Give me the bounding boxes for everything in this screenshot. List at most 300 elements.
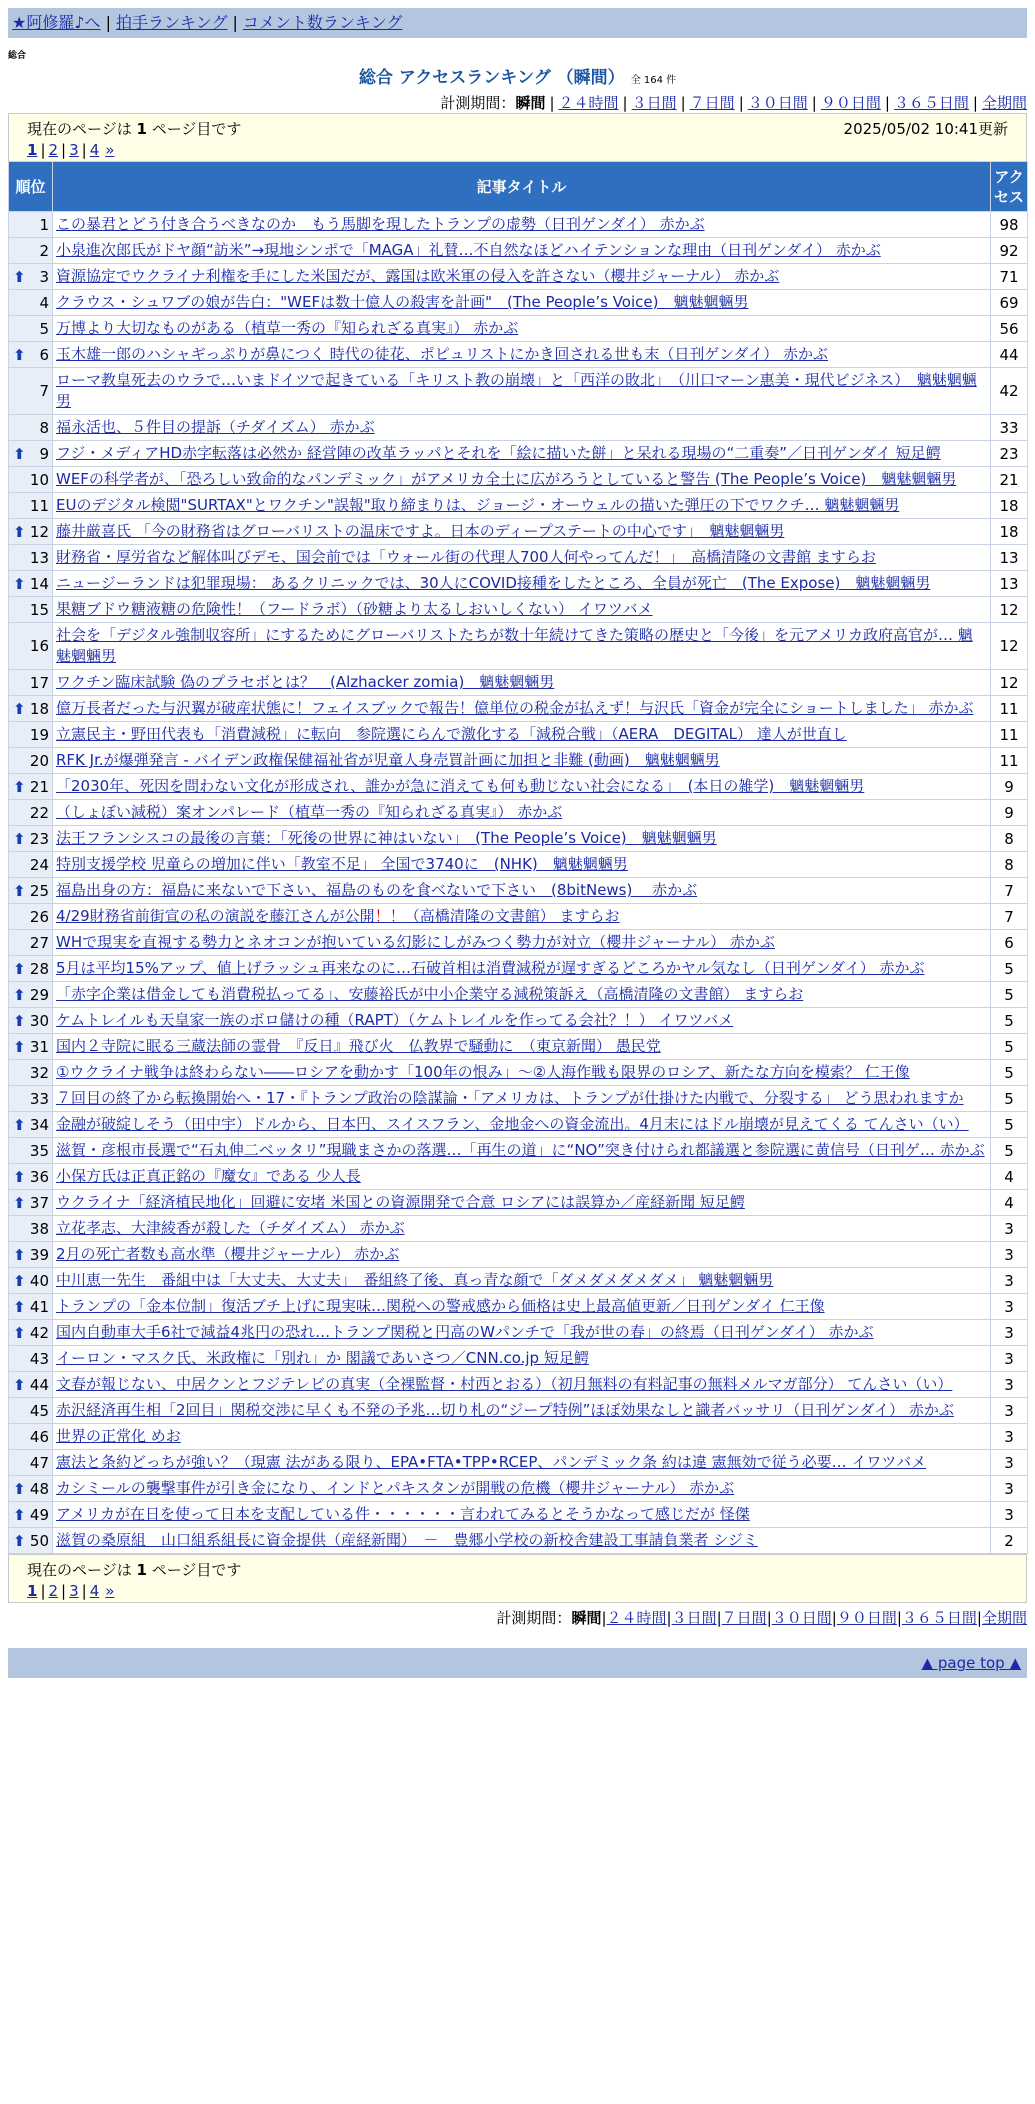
rank-number: 9 [39,444,49,463]
rank-number: 36 [29,1167,49,1186]
page-link[interactable]: 4 [89,141,100,159]
period-link[interactable]: ９０日間 [820,94,881,112]
rank-up-arrow-icon: ⬆ [13,881,26,900]
rank-number: 26 [29,907,49,926]
separator: | [976,1609,982,1627]
article-link[interactable]: 赤沢経済再生相「2回目」関税交渉に早くも不発の予兆…切り札の“ジープ特例”ほぼ効果なしと識者バッサリ（日刊ゲンダイ） 赤かぶ [56,1401,954,1419]
rank-up-arrow-icon: ⬆ [13,1271,26,1290]
table-row [9,1216,1028,1242]
table-row [9,571,1028,597]
article-link[interactable]: 福島出身の方：福島に来ないで下さい、福島のものを食べないで下さい (8bitNews) 赤かぶ [56,881,698,899]
article-link[interactable]: 国内２寺院に眠る三蔵法師の霊骨 『反日』飛び火 仏教界で騒動に （東京新聞） 愚民党 [56,1037,661,1055]
rank-cell [9,1086,53,1112]
rank-cell [9,1164,53,1190]
rank-cell [9,1268,53,1294]
separator: | [972,94,978,112]
rank-number: 10 [29,470,49,489]
period-link[interactable]: 全期間 [981,1609,1027,1627]
rank-cell [9,670,53,696]
table-row [9,1450,1028,1476]
period-link[interactable]: ２４時間 [606,1609,667,1627]
article-link[interactable]: 万博より大切なものがある（植草一秀の『知られざる真実』） 赤かぶ [56,319,519,337]
rank-number: 46 [29,1427,49,1446]
title-cell [53,1502,991,1528]
rank-cell [9,852,53,878]
table-row [9,1320,1028,1346]
article-link[interactable]: 憲法と条約どっちが強い？（現憲 法がある限り、EPA•FTA•TPP•RCEP、パンデミック条 約は違 憲無効で従う必要… イワツバメ [56,1453,927,1471]
title-cell [53,519,991,545]
rank-cell [9,597,53,623]
article-link[interactable]: 立花孝志、大津綾香が殺した（チダイズム） 赤かぶ [56,1219,405,1237]
rank-cell [9,1112,53,1138]
access-count: 71 [991,264,1028,290]
period-current: 瞬間 [515,94,546,112]
title-cell [53,441,991,467]
title-cell [53,878,991,904]
rank-number: 38 [29,1219,49,1238]
rank-number: 29 [29,985,49,1004]
rank-cell [9,1190,53,1216]
rank-number: 45 [29,1401,49,1420]
rank-cell [9,956,53,982]
rank-cell [9,623,53,670]
period-link[interactable]: ７日間 [721,1609,767,1627]
period-link[interactable]: ３日間 [671,1609,717,1627]
article-link[interactable]: 2月の死亡者数も高水準（櫻井ジャーナル） 赤かぶ [56,1245,400,1263]
rank-up-arrow-icon: ⬆ [13,1531,26,1550]
article-link[interactable]: 法王フランシスコの最後の言葉：「死後の世界に神はいない」 (The People’s Voice) 魑魅魍魎男 [56,829,717,847]
rank-number: 34 [29,1115,49,1134]
table-row [9,1528,1028,1554]
separator: | [81,141,87,159]
rank-cell [9,1294,53,1320]
separator: | [61,1582,67,1600]
rank-cell [9,1138,53,1164]
table-row [9,1294,1028,1320]
separator: | [40,141,46,159]
article-link[interactable]: ワクチン臨床試験 偽のプラセボとは？ (Alzhacker zomia) 魑魅魍魎男 [56,673,555,691]
rank-cell [9,545,53,571]
article-link[interactable]: ケムトレイルも天皇家一族のボロ儲けの種（RAPT）（ケムトレイルを作ってる会社？！） イワツバメ [56,1011,734,1029]
table-row [9,519,1028,545]
rank-number: 30 [29,1011,49,1030]
access-count: 5 [991,1060,1028,1086]
table-row [9,493,1028,519]
article-link[interactable]: （しょぼい減税）案オンパレード（植草一秀の『知られざる真実』） 赤かぶ [56,803,563,821]
pager-bottom [8,1554,1027,1603]
title-cell [53,1346,991,1372]
rank-number: 44 [29,1375,49,1394]
access-count: 12 [991,597,1028,623]
rank-cell [9,264,53,290]
access-count: 7 [991,878,1028,904]
separator: | [622,94,628,112]
table-row [9,290,1028,316]
rank-number: 42 [29,1323,49,1342]
article-link[interactable]: RFK Jr.が爆弾発言 - バイデン政権保健福祉省が児童人身売買計画に加担と非難 (動画) 魑魅魍魎男 [56,751,720,769]
category-label: 総合 [8,51,27,61]
page-link-current[interactable]: 1 [27,1582,38,1600]
access-count: 3 [991,1320,1028,1346]
rank-number: 31 [29,1037,49,1056]
rank-up-arrow-icon: ⬆ [13,1011,26,1030]
rank-number: 20 [29,751,49,770]
table-row [9,696,1028,722]
current-page-text: 現在のページは 1 ページ目です [27,120,242,138]
rank-up-arrow-icon: ⬆ [13,1479,26,1498]
article-link[interactable]: イーロン・マスク氏、米政権に「別れ」か 閣議であいさつ／CNN.co.jp 短足鰐 [56,1349,589,1367]
article-link[interactable]: 金融が破綻しそう（田中宇）ドルから、日本円、スイスフラン、金地金への資金流出。4月末にはドル崩壊が見えてくる てんさい（い） [56,1115,969,1133]
rank-cell [9,1346,53,1372]
article-link[interactable]: この暴君とどう付き合うべきなのか もう馬脚を現したトランプの虚勢（日刊ゲンダイ） 赤かぶ [56,215,705,233]
rank-up-arrow-icon: ⬆ [13,267,26,286]
rank-number: 14 [29,574,49,593]
page-links [27,141,1008,159]
rank-cell [9,290,53,316]
title-cell [53,1216,991,1242]
page-link[interactable]: 3 [69,141,79,159]
article-link[interactable]: 社会を「デジタル強制収容所」にするためにグローバリストたちが数十年続けてきた策略の歴史と「今後」を元アメリカ政府高官が… 魑魅魍魎男 [56,626,973,665]
access-count: 5 [991,1086,1028,1112]
title-cell [53,316,991,342]
table-row [9,316,1028,342]
rank-number: 22 [29,803,49,822]
article-link[interactable]: 小保方氏は正真正銘の『魔女』である 少人長 [56,1167,361,1185]
table-row [9,1242,1028,1268]
title-header: 記事タイトル [53,162,991,212]
article-link[interactable]: ①ウクライナ戦争は終わらない――ロシアを動かす「100年の恨み」～②人海作戦も限界のロシア、新たな方向を模索？ 仁王像 [56,1063,910,1081]
table-row [9,1268,1028,1294]
access-count: 3 [991,1242,1028,1268]
table-row [9,597,1028,623]
access-count: 13 [991,545,1028,571]
table-row [9,1424,1028,1450]
separator: | [716,1609,722,1627]
rank-cell [9,1060,53,1086]
access-count: 3 [991,1502,1028,1528]
rank-header: 順位 [9,162,53,212]
page-links [27,1582,1008,1600]
title-cell [53,956,991,982]
rank-up-arrow-icon: ⬆ [13,777,26,796]
access-count: 5 [991,1034,1028,1060]
rank-cell [9,441,53,467]
access-count: 12 [991,623,1028,670]
table-row [9,1034,1028,1060]
rank-number: 11 [29,496,49,515]
title-cell [53,930,991,956]
rank-number: 17 [29,673,49,692]
article-link[interactable]: WHで現実を直視する勢力とネオコンが抱いている幻影にしがみつく勢力が対立（櫻井ジャーナル） 赤かぶ [56,933,775,951]
access-count: 92 [991,238,1028,264]
article-link[interactable]: 滋賀の桑原組 山口組系組長に資金提供（産経新聞） － 豊郷小学校の新校舎建設工事請負業者 シジミ [56,1531,758,1549]
title-cell [53,1034,991,1060]
article-link[interactable]: ウクライナ「経済植民地化」回避に安堵 米国との資源開発で合意 ロシアには誤算か／産経新聞 短足鰐 [56,1193,745,1211]
access-count: 11 [991,696,1028,722]
rank-number: 21 [29,777,49,796]
rank-number: 33 [29,1089,49,1108]
rank-up-arrow-icon: ⬆ [13,699,26,718]
title-cell [53,982,991,1008]
access-count: 3 [991,1450,1028,1476]
period-link[interactable]: ３０日間 [771,1609,832,1627]
separator: | [884,94,890,112]
article-link[interactable]: クラウス・シュワブの娘が告白："WEFは数十億人の殺害を計画" (The People’s Voice) 魑魅魍魎男 [56,293,749,311]
article-link[interactable]: カシミールの襲撃事件が引き金になり、インドとパキスタンが開戦の危機（櫻井ジャーナル） 赤かぶ [56,1479,735,1497]
page-link[interactable]: 2 [48,141,59,159]
title-cell [53,1320,991,1346]
table-row [9,212,1028,238]
access-count: 12 [991,670,1028,696]
rank-number: 7 [39,382,49,400]
title-cell [53,1372,991,1398]
article-link[interactable]: トランプの「金本位制」復活ブチ上げに現実味…関税への警戒感から価格は史上最高値更新／日刊ゲンダイ 仁王像 [56,1297,825,1315]
table-row [9,1060,1028,1086]
article-link[interactable]: 中川恵一先生 番組中は「大丈夫、大丈夫」 番組終了後、真っ青な顔で「ダメダメダメダメ」 魑魅魍魎男 [56,1271,774,1289]
period-link[interactable]: ３６５日間 [893,94,969,112]
article-link[interactable]: 玉木雄一郎のハシャギっぷりが鼻につく 時代の徒花、ポピュリストにかき回される世も末（日刊ゲンダイ） 赤かぶ [56,345,828,363]
access-count: 11 [991,748,1028,774]
access-header: アクセス [991,162,1028,212]
rank-cell [9,930,53,956]
access-count: 7 [991,904,1028,930]
access-count: 5 [991,1008,1028,1034]
title-cell [53,1138,991,1164]
rank-number: 35 [29,1141,49,1160]
rank-up-arrow-icon: ⬆ [13,1115,26,1134]
table-row [9,774,1028,800]
table-row [9,1502,1028,1528]
rank-cell [9,722,53,748]
period-selector [8,92,1027,113]
article-link[interactable]: 億万長者だった与沢翼が破産状態に！フェイスブックで報告！億単位の税金が払えず！与沢氏「資金が完全にショートしました」 赤かぶ [56,699,974,717]
table-row [9,342,1028,368]
rank-number: 18 [29,699,49,718]
separator: | [105,13,111,32]
title-cell [53,722,991,748]
table-row [9,264,1028,290]
title-cell [53,545,991,571]
rank-cell [9,800,53,826]
rank-cell [9,696,53,722]
article-link[interactable]: 「2030年、死因を問わない文化が形成され、誰かが急に消えても何も動じない社会になる」 (本日の雑学) 魑魅魍魎男 [56,777,865,795]
rank-cell [9,1398,53,1424]
period-label: 計測期間： [440,94,516,112]
access-count: 21 [991,467,1028,493]
title-cell [53,290,991,316]
title-cell [53,493,991,519]
period-link[interactable]: ３６５日間 [901,1609,977,1627]
title-cell [53,1268,991,1294]
period-label: 計測期間： [496,1609,572,1627]
total-count: 全 164 件 [630,75,677,86]
rank-cell [9,1372,53,1398]
period-link[interactable]: ３０日間 [747,94,808,112]
next-page-link[interactable]: » [105,1582,115,1600]
top-nav-bar [8,8,1027,38]
article-link[interactable]: 世界の正常化 めお [56,1427,181,1445]
table-row [9,1346,1028,1372]
access-count: 13 [991,571,1028,597]
title-cell [53,800,991,826]
separator: | [549,94,555,112]
article-link[interactable]: 「赤字企業は借金しても消費税払ってる」、安藤裕氏が中小企業守る減税策訴え（高橋清隆の文書館） ますらお [56,985,804,1003]
article-link[interactable]: 小泉進次郎氏がドヤ顔“訪米”→現地シンポで「MAGA」礼賛…不自然なほどハイテンションな理由（日刊ゲンダイ） 赤かぶ [56,241,881,259]
rank-cell [9,493,53,519]
rank-cell [9,1528,53,1554]
rank-cell [9,342,53,368]
access-count: 9 [991,800,1028,826]
page-top-link[interactable]: ▲ page top ▲ [921,1654,1021,1672]
rank-number: 6 [39,345,49,364]
rank-up-arrow-icon: ⬆ [13,1375,26,1394]
article-link[interactable]: フジ・メディアHD赤字転落は必然か 経営陣の改革ラッパとそれを「絵に描いた餅」と呆れる現場の“二重奏”／日刊ゲンダイ 短足鰐 [56,444,941,462]
title-cell [53,1164,991,1190]
clap-ranking-link[interactable]: 拍手ランキング [115,13,228,32]
title-cell [53,1294,991,1320]
article-link[interactable]: 立憲民主・野田代表も「消費減税」に転向 参院選にらんで激化する「減税合戦」（AERA DEGITAL） 達人が世直し [56,725,847,743]
page-link-current[interactable]: 1 [27,141,38,159]
article-link[interactable]: ローマ教皇死去のウラで…いまドイツで起きている「キリスト教の崩壊」と「西洋の敗北」 （川口マーン惠美・現代ビジネス） 魑魅魍魎男 [56,371,977,410]
rank-number: 13 [29,548,49,567]
separator: | [40,1582,46,1600]
rank-cell [9,904,53,930]
title-cell [53,1242,991,1268]
rank-up-arrow-icon: ⬆ [13,345,26,364]
period-selector-bottom [8,1607,1027,1628]
table-row [9,368,1028,415]
title-cell [53,415,991,441]
title-cell [53,623,991,670]
period-link[interactable]: ７日間 [689,94,735,112]
title-cell [53,1398,991,1424]
rank-cell [9,316,53,342]
rank-up-arrow-icon: ⬆ [13,1505,26,1524]
rank-number: 25 [29,881,49,900]
access-count: 3 [991,1398,1028,1424]
rank-number: 49 [29,1505,49,1524]
rank-up-arrow-icon: ⬆ [13,1193,26,1212]
article-link[interactable]: 資源協定でウクライナ利権を手にした米国だが、露国は欧米軍の侵入を許さない（櫻井ジャーナル） 赤かぶ [56,267,780,285]
rank-number: 5 [39,319,49,338]
table-row [9,441,1028,467]
page-title [8,63,1027,88]
access-count: 6 [991,930,1028,956]
article-link[interactable]: 特別支援学校 児童らの増加に伴い「教室不足」 全国で3740に (NHK) 魑魅魍魎男 [56,855,628,873]
table-row [9,826,1028,852]
table-row [9,415,1028,441]
rank-number: 43 [29,1349,49,1368]
period-current: 瞬間 [571,1609,602,1627]
rank-number: 48 [29,1479,49,1498]
title-cell [53,264,991,290]
access-count: 44 [991,342,1028,368]
next-page-link[interactable]: » [105,141,115,159]
article-link[interactable]: 滋賀・彦根市長選で“石丸伸二ベッタリ”現職まさかの落選…「再生の道」に“NO”突き付けられ都議選と参院選に黄信号（日刊ゲ… 赤かぶ [56,1141,985,1159]
access-count: 69 [991,290,1028,316]
title-cell [53,1190,991,1216]
access-count: 5 [991,982,1028,1008]
page-title-text: 総合 アクセスランキング （瞬間） [358,68,625,88]
page-link[interactable]: 2 [48,1582,59,1600]
table-row [9,904,1028,930]
article-link[interactable]: 財務省・厚労省など解体叫びデモ、国会前では「ウォール街の代理人700人何やってんだ！」 高橋清隆の文書館 ますらお [56,548,876,566]
period-link[interactable]: ３日間 [631,94,677,112]
access-count: 5 [991,956,1028,982]
title-cell [53,368,991,415]
page-link[interactable]: 4 [89,1582,100,1600]
access-count: 56 [991,316,1028,342]
rank-cell [9,519,53,545]
rank-number: 39 [29,1245,49,1264]
rank-up-arrow-icon: ⬆ [13,985,26,1004]
rank-cell [9,826,53,852]
period-link[interactable]: ２４時間 [558,94,619,112]
table-row [9,670,1028,696]
access-count: 18 [991,519,1028,545]
rank-up-arrow-icon: ⬆ [13,444,26,463]
access-count: 11 [991,722,1028,748]
article-link[interactable]: 福永活也、５件目の提訴（チダイズム） 赤かぶ [56,418,375,436]
home-link[interactable]: ★阿修羅♪へ [12,13,101,32]
rank-cell [9,1008,53,1034]
table-row [9,1476,1028,1502]
page-link[interactable]: 3 [69,1582,79,1600]
rank-up-arrow-icon: ⬆ [13,1037,26,1056]
article-link[interactable]: ７回目の終了から転換開始へ・17・『トランプ政治の陰謀論・「アメリカは、トランプが仕掛けた内戦で、分裂する」 どう思われますか [56,1089,964,1107]
access-count: 3 [991,1216,1028,1242]
article-link[interactable]: アメリカが在日を使って日本を支配している件・・・・・・言われてみるとそうかなって感じだが 怪傑 [56,1505,750,1523]
rank-cell [9,774,53,800]
rank-number: 4 [39,293,49,312]
title-cell [53,696,991,722]
article-link[interactable]: 5月は平均15%アップ、値上げラッシュ再来なのに…石破首相は消費減税が遅すぎるどころかヤル気なし（日刊ゲンダイ） 赤かぶ [56,959,925,977]
article-link[interactable]: 4/29財務省前街宣の私の演説を藤江さんが公開！！（高橋清隆の文書館） ますらお [56,907,620,925]
rank-cell [9,238,53,264]
period-link[interactable]: 全期間 [981,94,1027,112]
comment-ranking-link[interactable]: コメント数ランキング [242,13,403,32]
table-row [9,238,1028,264]
period-link[interactable]: ９０日間 [836,1609,897,1627]
rank-number: 40 [29,1271,49,1290]
rank-cell [9,467,53,493]
article-link[interactable]: 藤井厳喜氏 「今の財務省はグローバリストの温床ですよ。日本のディープステートの中心です」 魑魅魍魎男 [56,522,785,540]
separator: | [680,94,686,112]
article-link[interactable]: WEFの科学者が、「恐ろしい致命的なパンデミック」がアメリカ全土に広がろうとしていると警告 (The People’s Voice) 魑魅魍魎男 [56,470,957,488]
article-link[interactable]: 文春が報じない、中居クンとフジテレビの真実（全裸監督・村西とおる）（初月無料の有料記事の無料メルマガ部分） てんさい（い） [56,1375,953,1393]
rank-number: 12 [29,522,49,541]
rank-number: 24 [29,855,49,874]
table-row [9,545,1028,571]
separator: | [232,13,238,32]
title-cell [53,571,991,597]
article-link[interactable]: ニュージーランドは犯罪現場： あるクリニックでは、30人にCOVID接種をしたところ、全員が死亡 (The Expose) 魑魅魍魎男 [56,574,931,592]
article-link[interactable]: 国内自動車大手6社で減益4兆円の恐れ…トランプ関税と円高のWパンチで「我が世の春」の終焉（日刊ゲンダイ） 赤かぶ [56,1323,874,1341]
article-link[interactable]: 果糖ブドウ糖液糖の危険性！（フードラボ）（砂糖より太るしおいしくない） イワツバメ [56,600,653,618]
rank-up-arrow-icon: ⬆ [13,829,26,848]
access-count: 3 [991,1372,1028,1398]
rank-cell [9,1216,53,1242]
rank-up-arrow-icon: ⬆ [13,1323,26,1342]
table-row [9,748,1028,774]
separator: | [811,94,817,112]
article-link[interactable]: EUのデジタル検閲"SURTAX"とワクチン"誤報"取り締まりは、ジョージ・オーウェルの描いた弾圧の下でワクチ… 魑魅魍魎男 [56,496,900,514]
access-count: 5 [991,1112,1028,1138]
access-count: 33 [991,415,1028,441]
access-count: 4 [991,1190,1028,1216]
table-row [9,1398,1028,1424]
rank-up-arrow-icon: ⬆ [13,1167,26,1186]
